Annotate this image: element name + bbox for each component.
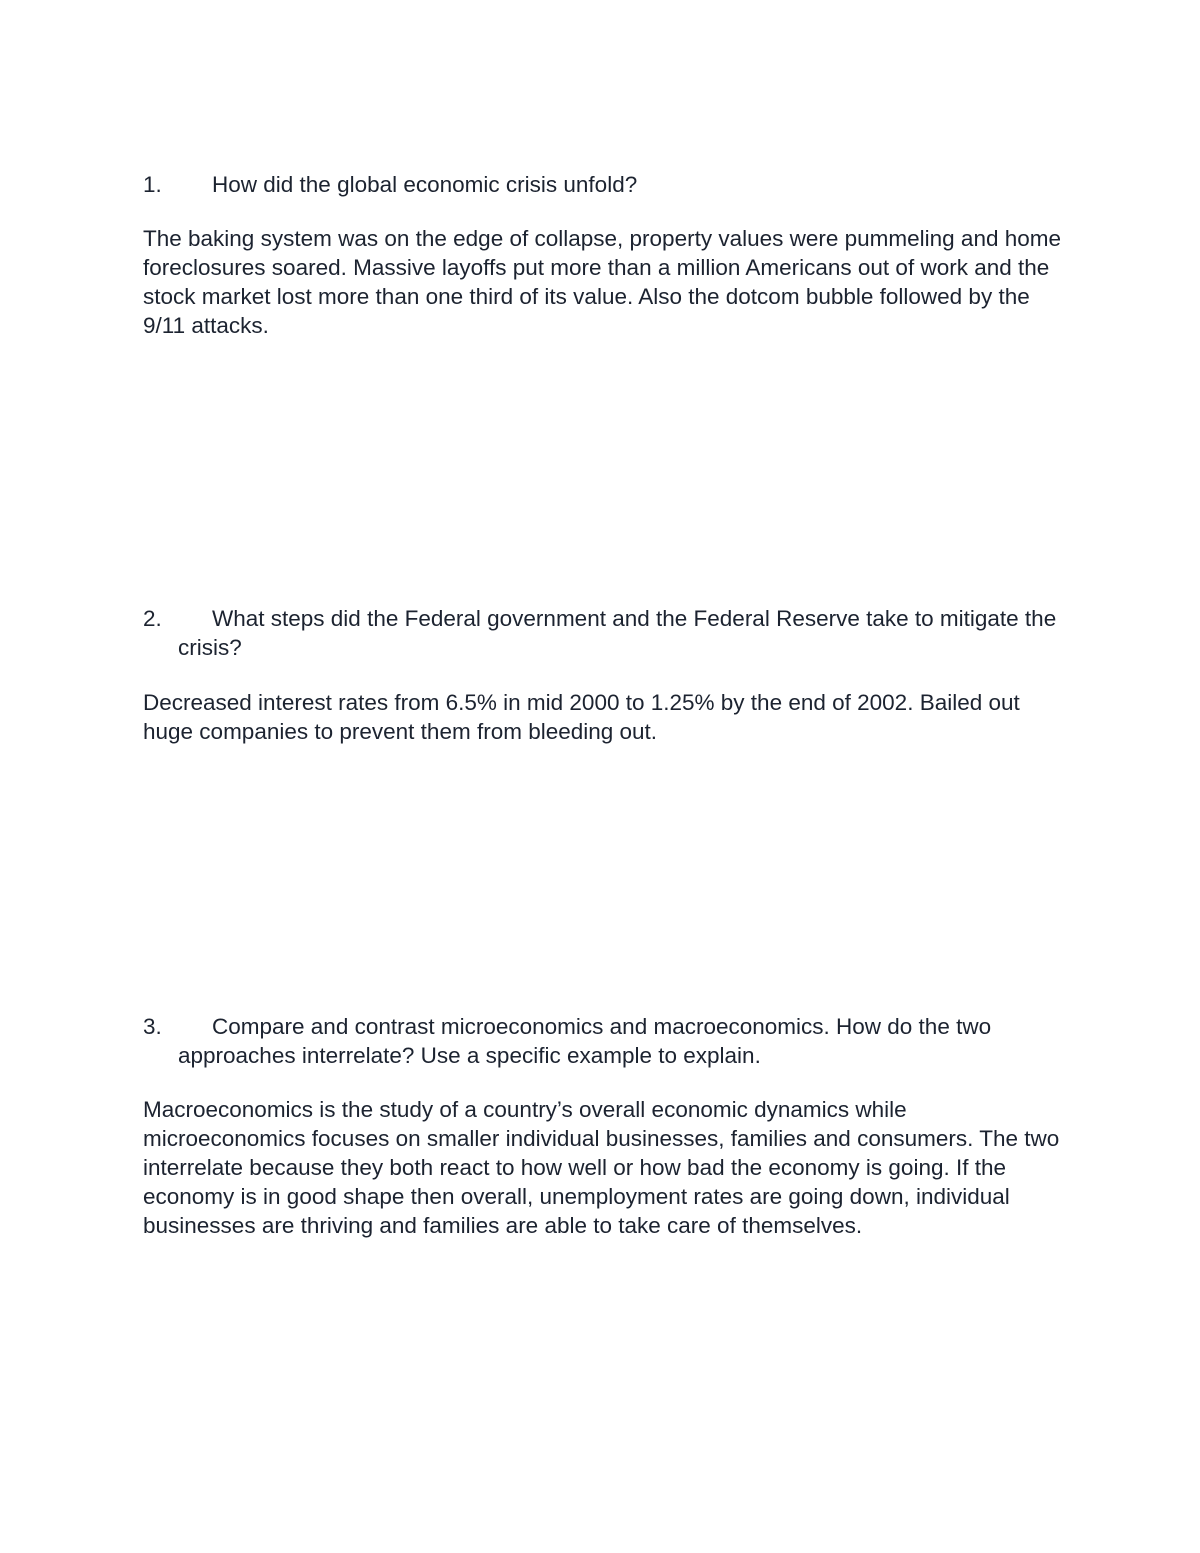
question-number: 1.	[143, 172, 162, 197]
answer-3: Macroeconomics is the study of a country’s overall economic dynamics while microeconomics focuses on smaller individual businesses, families and consumers. The two interrelate because they both react to how well or how bad the economy is going. If the economy is in good shape then overall, unemployment rates are going down, individual businesses are thriving and families are able to take care of themselves.	[143, 1097, 1060, 1238]
answer-1: The baking system was on the edge of collapse, property values were pummeling and home foreclosures soared. Massive layoffs put more than a million Americans out of work and the stock market lost more than one third of its value. Also the dotcom bubble followed by the 9/11 attacks.	[143, 226, 1062, 338]
answer-2: Decreased interest rates from 6.5% in mid 2000 to 1.25% by the end of 2002. Bailed out huge companies to prevent them from bleeding out.	[143, 690, 1020, 744]
question-1	[143, 170, 1073, 199]
question-text: How did the global economic crisis unfold?	[212, 172, 638, 197]
question-text: What steps did the Federal government and the Federal Reserve take to mitigate the crisis?	[178, 606, 1057, 660]
question-number: 3.	[143, 1014, 162, 1039]
question-number: 2.	[143, 606, 162, 631]
question-2	[143, 604, 1073, 662]
question-3	[143, 1012, 1073, 1070]
question-text: Compare and contrast microeconomics and macroeconomics. How do the two approaches interrelate? Use a specific example to explain.	[178, 1014, 992, 1068]
